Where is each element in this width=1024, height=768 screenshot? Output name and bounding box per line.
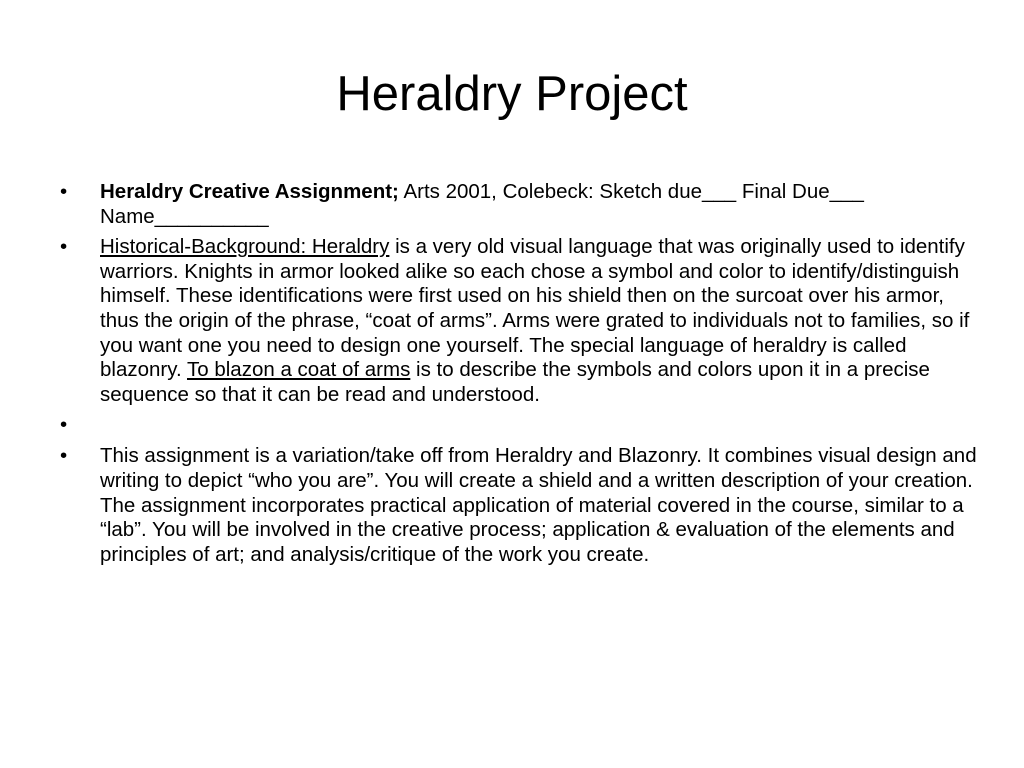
variation-text: This assignment is a variation/take off from Heraldry and Blazonry. It combines visual design and writing to depict “who you are”. You will create a shield and a written description of your creation. The assignment incorporates practical application of material covered in the course, similar to a “lab”. You will be involved in the creative process; application & evaluation of the elements and principles of art; and analysis/critique of the work you create. [100,444,977,566]
bullet-icon: • [60,235,68,259]
bullet-icon: • [60,413,68,437]
list-item-empty [60,413,980,438]
assignment-details: Arts 2001, Colebeck: Sketch due___ Final Due___ Name__________ [100,180,864,228]
bullet-icon: • [60,444,68,468]
assignment-heading: Heraldry Creative Assignment; [100,180,399,203]
list-item-assignment [60,180,980,229]
background-heading: Historical-Background: Heraldry [100,235,390,259]
background-text-a: is a very old visual language that was originally used to identify warriors. Knights in armor looked alike so each chose a symbol and color to identify/distinguish himself. These identifications were first used on his shield then on the surcoat over his armor, thus the origin of the phrase, “coat of arms”. Arms were grated to individuals not to families, so if you want one you need to design one yourself. The special language of heraldry is called blazonry. [100,235,970,382]
slide-title: Heraldry Project [336,67,688,121]
background-text-b: is to describe the symbols and colors upon it in a precise sequence so that it can be read and understood. [100,358,930,406]
blazon-phrase: To blazon a coat of arms [187,358,411,382]
list-item-background [60,235,980,407]
bullet-list [60,180,980,573]
bullet-icon: • [60,180,68,203]
list-item-variation [60,444,980,567]
